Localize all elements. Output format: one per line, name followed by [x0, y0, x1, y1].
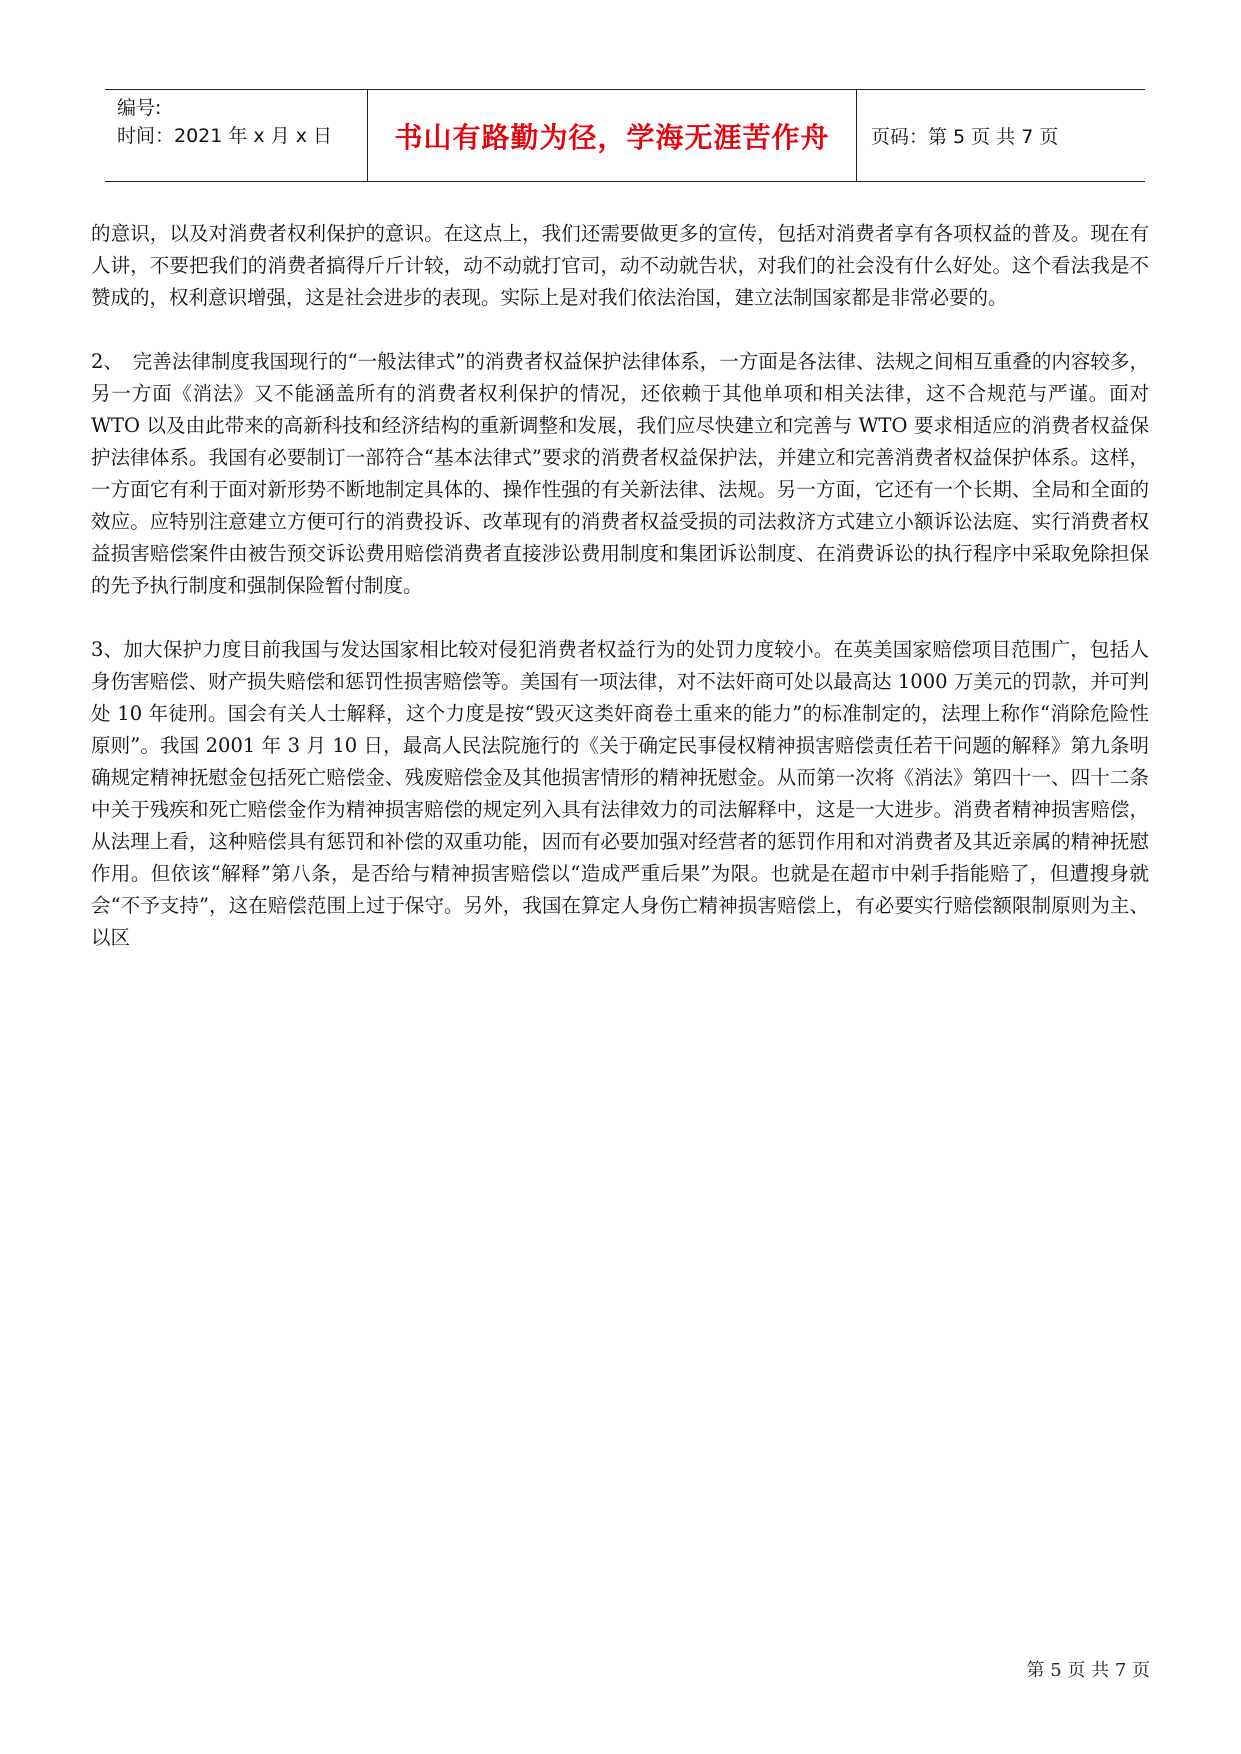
document-number-label: 编号: — [117, 97, 162, 119]
body-paragraph: 的意识，以及对消费者权利保护的意识。在这点上，我们还需要做更多的宣传，包括对消费者享有各项权益的普及。现在有人讲，不要把我们的消费者搞得斤斤计较，动不动就打官司，动不动就告状，对我们的社会没有什么好处。这个看法我是不赞成的，权利意识增强，这是社会进步的表现。实际上是对我们依法治国，建立法制国家都是非常必要的。 — [91, 222, 1149, 309]
body-paragraph: 2、 完善法律制度我国现行的“一般法律式”的消费者权益保护法律体系，一方面是各法律、法规之间相互重叠的内容较多，另一方面《消法》又不能涵盖所有的消费者权利保护的情况，还依赖于其他单项和相关法律，这不合规范与严谨。面对 WTO 以及由此带来的高新科技和经济结构的重新调整和发展，我们应尽快建立和完善与 WTO 要求相适应的消费者权益保护法律体系。我国有必要制订一部符合“基本法律式”要求的消费者权益保护法，并建立和完善消费者权益保护体系。这样，一方面它有利于面对新形势不断地制定具体的、操作性强的有关新法律、法规。另一方面，它还有一个长期、全局和全面的效应。应特别注意建立方便可行的消费投诉、改革现有的消费者权益受损的司法救济方式建立小额诉讼法庭、实行消费者权益损害赔偿案件由被告预交诉讼费用赔偿消费者直接涉讼费用制度和集团诉讼制度、在消费诉讼的执行程序中采取免除担保的先予执行制度和强制保险暂付制度。 — [91, 350, 1149, 597]
page-header — [105, 89, 1145, 182]
header-page-label: 页码：第 5 页 共 7 页 — [871, 126, 1059, 148]
header-motto: 书山有路勤为径，学海无涯苦作舟 — [368, 90, 857, 181]
body-paragraph: 3、加大保护力度目前我国与发达国家相比较对侵犯消费者权益行为的处罚力度较小。在英美国家赔偿项目范围广，包括人身伤害赔偿、财产损失赔偿和惩罚性损害赔偿等。美国有一项法律，对不法奸商可处以最高达 1000 万美元的罚款，并可判处 10 年徒刑。国会有关人士解释，这个力度是按“毁灭这类奸商卷土重来的能力”的标准制定的，法理上称作“消除危险性原则”。我国 2001 年 3 月 10 日，最高人民法院施行的《关于确定民事侵权精神损害赔偿责任若干问题的解释》第九条明确规定精神抚慰金包括死亡赔偿金、残废赔偿金及其他损害情形的精神抚慰金。从而第一次将《消法》第四十一、四十二条中关于残疾和死亡赔偿金作为精神损害赔偿的规定列入具有法律效力的司法解释中，这是一大进步。消费者精神损害赔偿，从法理上看，这种赔偿具有惩罚和补偿的双重功能，因而有必要加强对经营者的惩罚作用和对消费者及其近亲属的精神抚慰作用。但依该“解释”第八条，是否给与精神损害赔偿以“造成严重后果”为限。也就是在超市中剁手指能赔了，但遭搜身就会“不予支持”，这在赔偿范围上过于保守。另外，我国在算定人身伤亡精神损害赔偿上，有必要实行赔偿额限制原则为主、以区 — [91, 638, 1149, 949]
header-meta — [105, 90, 368, 181]
document-time-label: 时间：2021 年 x 月 x 日 — [117, 125, 333, 147]
page-footer-number: 第 5 页 共 7 页 — [1026, 1660, 1150, 1681]
document-body — [91, 218, 1149, 954]
